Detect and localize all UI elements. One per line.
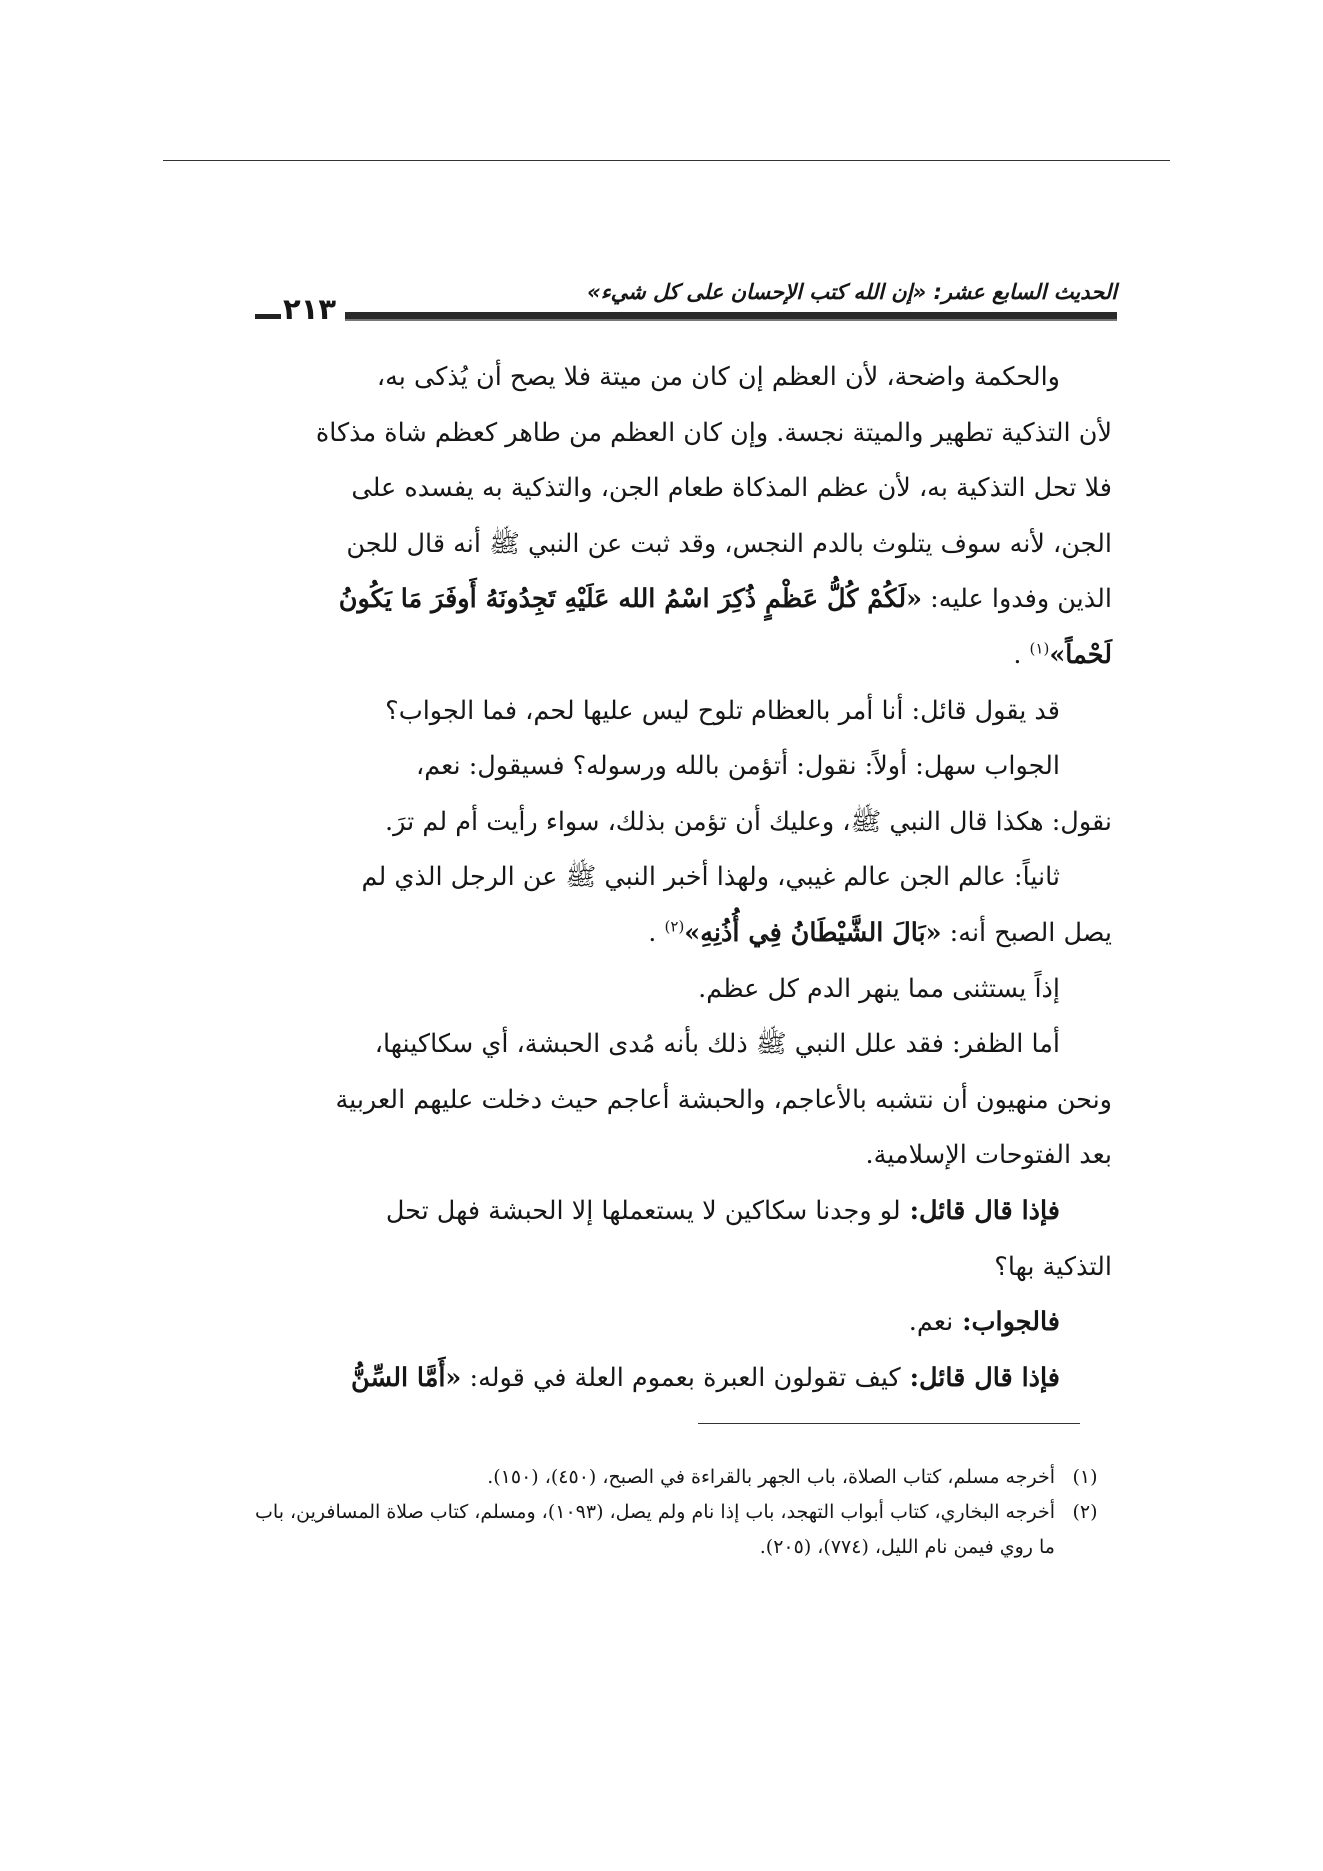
footnote-text: أخرجه مسلم، كتاب الصلاة، باب الجهر بالقراءة في الصبح، (٤٥٠)، (١٥٠). [487,1466,1055,1488]
text-line: الجن، لأنه سوف يتلوث بالدم النجس، وقد ثبت عن النبي ﷺ أنه قال للجن [346,528,1112,559]
page-number-bar [255,314,281,319]
page-number: ٢١٣ [283,292,337,326]
footnote-ref: (١) [1029,639,1050,658]
text-line: فلا تحل التذكية به، لأن عظم المذكاة طعام الجن، والتذكية به يفسده على [351,473,1112,504]
hadith-quote: «بَالَ الشَّيْطَانُ فِي أُذُنِهِ» [684,917,942,948]
footnote [255,1460,1115,1495]
footnote [255,1495,1115,1565]
text-segment: كيف تقولون العبرة بعموم العلة في قوله: [461,1362,901,1393]
body-text [258,350,1112,1406]
text-line: إذاً يستثنى مما ينهر الدم كل عظم. [698,973,1060,1004]
footnote-separator [698,1423,1080,1424]
footnote-text: أخرجه البخاري، كتاب أبواب التهجد، باب إذا نام ولم يصل، (١٠٩٣)، ومسلم، كتاب صلاة المسافرين، باب ما روي فيمن نام الليل، (٧٧٤)، (٢٠٥). [255,1501,1055,1558]
hadith-quote: «لَكُمْ كُلُّ عَظْمٍ ذُكِرَ اسْمُ الله عَلَيْهِ تَجِدُونَهُ أَوفَرَ مَا يَكُونُ [338,584,923,615]
top-rule [163,160,1170,161]
text-segment: يصل الصبح أنه: [941,917,1112,948]
text-line: والحكمة واضحة، لأن العظم إن كان من ميتة فلا يصح أن يُذكى به، [376,362,1060,392]
text-line: ثانياً: عالم الجن عالم غيبي، ولهذا أخبر النبي ﷺ عن الرجل الذي لم [361,862,1060,893]
hadith-quote: «أَمَّا السِّنُّ [351,1362,462,1393]
lead-phrase: فالجواب: [953,1307,1060,1338]
text-line [258,1295,1112,1351]
lead-phrase: فإذا قال قائل: [900,1362,1060,1393]
text-line: بعد الفتوحات الإسلامية. [865,1140,1112,1171]
running-title: الحديث السابع عشر: «إن الله كتب الإحسان على كل شيء» [587,280,1117,304]
footnote-number: (١) [1072,1466,1098,1488]
text-line [258,628,1112,684]
footnotes [255,1460,1115,1565]
text-line [258,572,1112,628]
text-line: قد يقول قائل: أنا أمر بالعظام تلوح ليس عليها لحم، فما الجواب؟ [385,695,1060,726]
text-line [258,1184,1112,1240]
text-segment: الذين وفدوا عليه: [922,584,1112,615]
running-header [255,278,1117,334]
text-line: أما الظفر: فقد علل النبي ﷺ ذلك بأنه مُدى الحبشة، أي سكاكينها، [374,1029,1060,1060]
text-line [258,906,1112,962]
footnote-number: (٢) [1072,1501,1098,1523]
text-line: لأن التذكية تطهير والميتة نجسة. وإن كان العظم من طاهر كعظم شاة مذكاة [315,417,1112,448]
text-segment: . [648,917,665,948]
text-line: نقول: هكذا قال النبي ﷺ، وعليك أن تؤمن بذلك، سواء رأيت أم لم ترَ. [385,806,1112,837]
text-line: ونحن منهيون أن نتشبه بالأعاجم، والحبشة أعاجم حيث دخلت عليهم العربية [335,1084,1112,1115]
footnote-ref: (٢) [664,917,685,936]
text-segment: لو وجدنا سكاكين لا يستعملها إلا الحبشة فهل تحل [385,1195,901,1226]
text-segment: نعم. [908,1307,954,1338]
header-rule [345,312,1117,321]
text-line: التذكية بها؟ [994,1251,1112,1282]
text-segment: . [1013,639,1030,670]
hadith-quote: لَحْماً» [1049,639,1112,670]
text-line: الجواب سهل: أولاً: نقول: أتؤمن بالله ورسوله؟ فسيقول: نعم، [415,751,1060,782]
lead-phrase: فإذا قال قائل: [900,1195,1060,1226]
text-line [258,1351,1112,1407]
